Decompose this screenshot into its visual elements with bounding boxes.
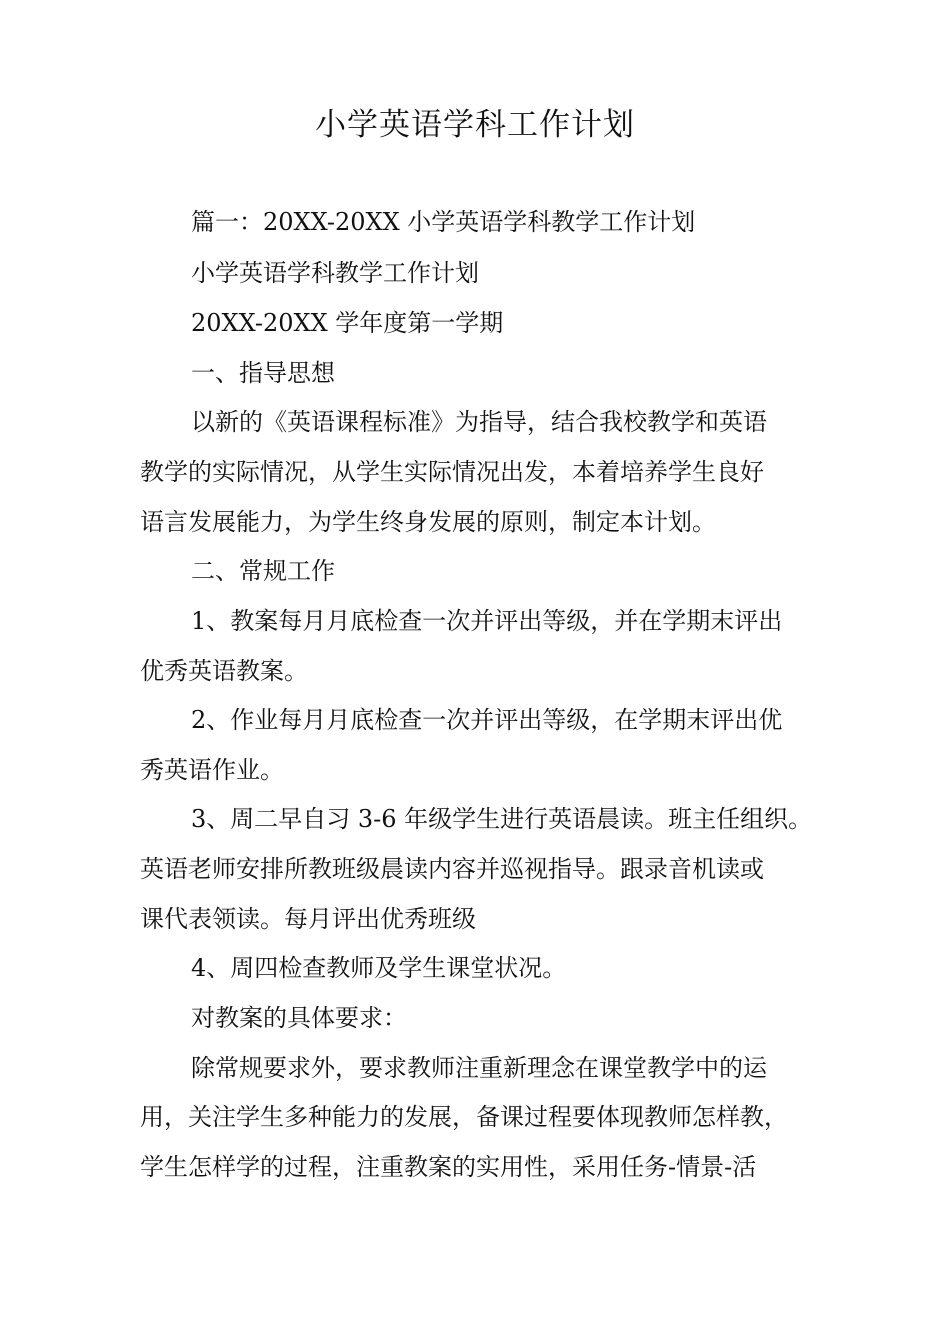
- text-line: 篇一：20XX-20XX 小学英语学科教学工作计划: [191, 208, 696, 236]
- text-line: 对教案的具体要求：: [191, 1004, 407, 1032]
- document-title: 小学英语学科工作计划: [315, 107, 635, 143]
- text-line: 学生怎样学的过程，注重教案的实用性，采用任务-情景-活: [140, 1153, 757, 1181]
- text-line: 小学英语学科教学工作计划: [191, 259, 479, 287]
- text-line: 教学的实际情况，从学生实际情况出发，本着培养学生良好: [140, 458, 764, 486]
- text-line: 英语老师安排所教班级晨读内容并巡视指导。跟录音机读或: [140, 855, 764, 883]
- text-line: 除常规要求外，要求教师注重新理念在课堂教学中的运: [191, 1054, 767, 1082]
- text-line: 语言发展能力，为学生终身发展的原则，制定本计划。: [140, 508, 716, 536]
- text-line: 20XX-20XX 学年度第一学期: [191, 309, 504, 337]
- text-line: 1、教案每月月底检查一次并评出等级，并在学期末评出: [191, 607, 783, 635]
- text-line: 用，关注学生多种能力的发展，备课过程要体现教师怎样教，: [140, 1103, 788, 1131]
- text-line: 2、作业每月月底检查一次并评出等级，在学期末评出优: [191, 706, 783, 734]
- text-line: 4、周四检查教师及学生课堂状况。: [191, 954, 567, 982]
- text-line: 以新的《英语课程标准》为指导，结合我校教学和英语: [191, 408, 767, 436]
- text-line: 课代表领读。每月评出优秀班级: [140, 905, 476, 933]
- section-heading: 一、指导思想: [191, 359, 335, 387]
- section-heading: 二、常规工作: [191, 557, 335, 585]
- text-line: 3、周二早自习 3-6 年级学生进行英语晨读。班主任组织。: [191, 805, 813, 833]
- text-line: 优秀英语教案。: [140, 657, 308, 685]
- text-line: 秀英语作业。: [140, 756, 284, 784]
